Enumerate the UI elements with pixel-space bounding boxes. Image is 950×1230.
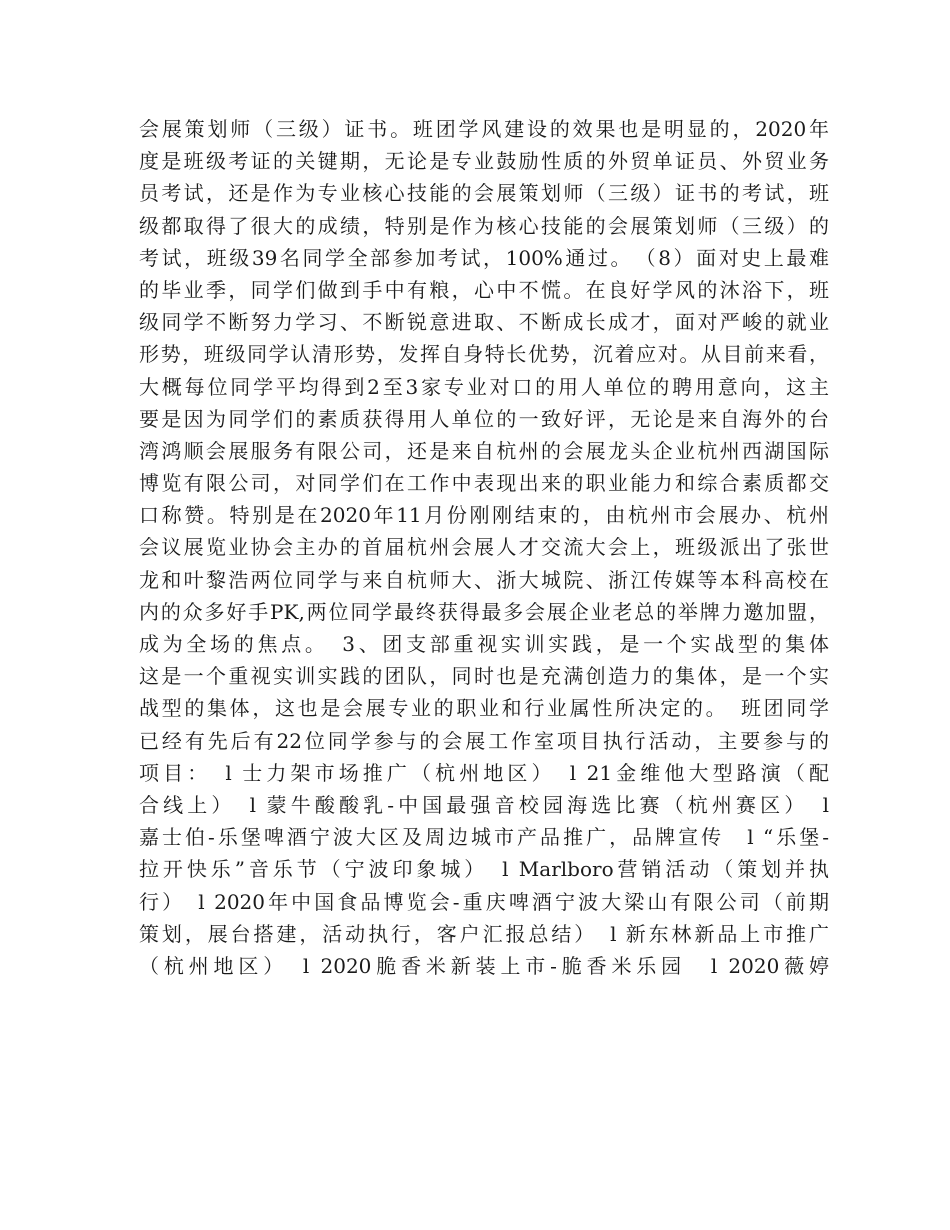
text-line: 项目： l 士力架市场推广（杭州地区） l 21金维他大型路演（配 [139,760,829,785]
text-line: 湾鸿顺会展服务有限公司，还是来自杭州的会展龙头企业杭州西湖国际 [139,438,829,463]
text-line: 嘉士伯-乐堡啤酒宁波大区及周边城市产品推广，品牌宣传 l “乐堡- [139,825,829,850]
text-line: 会展策划师（三级）证书。班团学风建设的效果也是明显的，2020年 [139,117,829,141]
text-line: 内的众多好手PK,两位同学最终获得最多会展企业老总的举牌力邀加盟， [139,599,829,624]
text-line: 龙和叶黎浩两位同学与来自杭师大、浙大城院、浙江传媒等本科高校在 [139,567,829,592]
text-line: 考试，班级39名同学全部参加考试，100%通过。 （8）面对史上最难 [139,245,829,270]
text-line: 员考试，还是作为专业核心技能的会展策划师（三级）证书的考试，班 [139,181,829,206]
text-line: 大概每位同学平均得到2至3家专业对口的用人单位的聘用意向，这主 [139,374,829,399]
text-line: 成为全场的焦点。 3、团支部重视实训实践，是一个实战型的集体 [139,632,829,656]
text-line: 口称赞。特别是在2020年11月份刚刚结束的，由杭州市会展办、杭州 [139,503,829,528]
text-line: 已经有先后有22位同学参与的会展工作室项目执行活动，主要参与的 [139,728,829,753]
text-line: 合线上） l 蒙牛酸酸乳-中国最强音校园海选比赛（杭州赛区） l [139,792,829,817]
text-line: 要是因为同学们的素质获得用人单位的一致好评，无论是来自海外的台 [139,406,829,431]
text-line: 策划，展台搭建，活动执行，客户汇报总结） l 新东林新品上市推广 [139,921,829,946]
text-line: 战型的集体，这也是会展专业的职业和行业属性所决定的。 班团同学 [139,696,829,721]
text-line: 级同学不断努力学习、不断锐意进取、不断成长成才，面对严峻的就业 [139,310,829,335]
text-line: 行） l 2020年中国食品博览会-重庆啤酒宁波大梁山有限公司（前期 [139,889,829,914]
text-line: 这是一个重视实训实践的团队，同时也是充满创造力的集体，是一个实 [139,664,829,689]
text-line: 级都取得了很大的成绩，特别是作为核心技能的会展策划师（三级）的 [139,213,829,238]
text-line: 博览有限公司，对同学们在工作中表现出来的职业能力和综合素质都交 [139,471,829,496]
text-line: 形势，班级同学认清形势，发挥自身特长优势，沉着应对。从目前来看， [139,342,829,367]
body-text [139,113,829,982]
text-line: 度是班级考证的关键期，无论是专业鼓励性质的外贸单证员、外贸业务 [139,149,829,174]
text-line: 拉开快乐”音乐节（宁波印象城） l Marlboro营销活动（策划并执 [139,857,829,882]
text-line: 的毕业季，同学们做到手中有粮，心中不慌。在良好学风的沐浴下，班 [139,277,829,302]
text-line: 会议展览业协会主办的首届杭州会展人才交流大会上，班级派出了张世 [139,535,829,560]
text-line-last: （杭州地区） l 2020脆香米新装上市-脆香米乐园 l 2020薇婷 [139,953,829,978]
